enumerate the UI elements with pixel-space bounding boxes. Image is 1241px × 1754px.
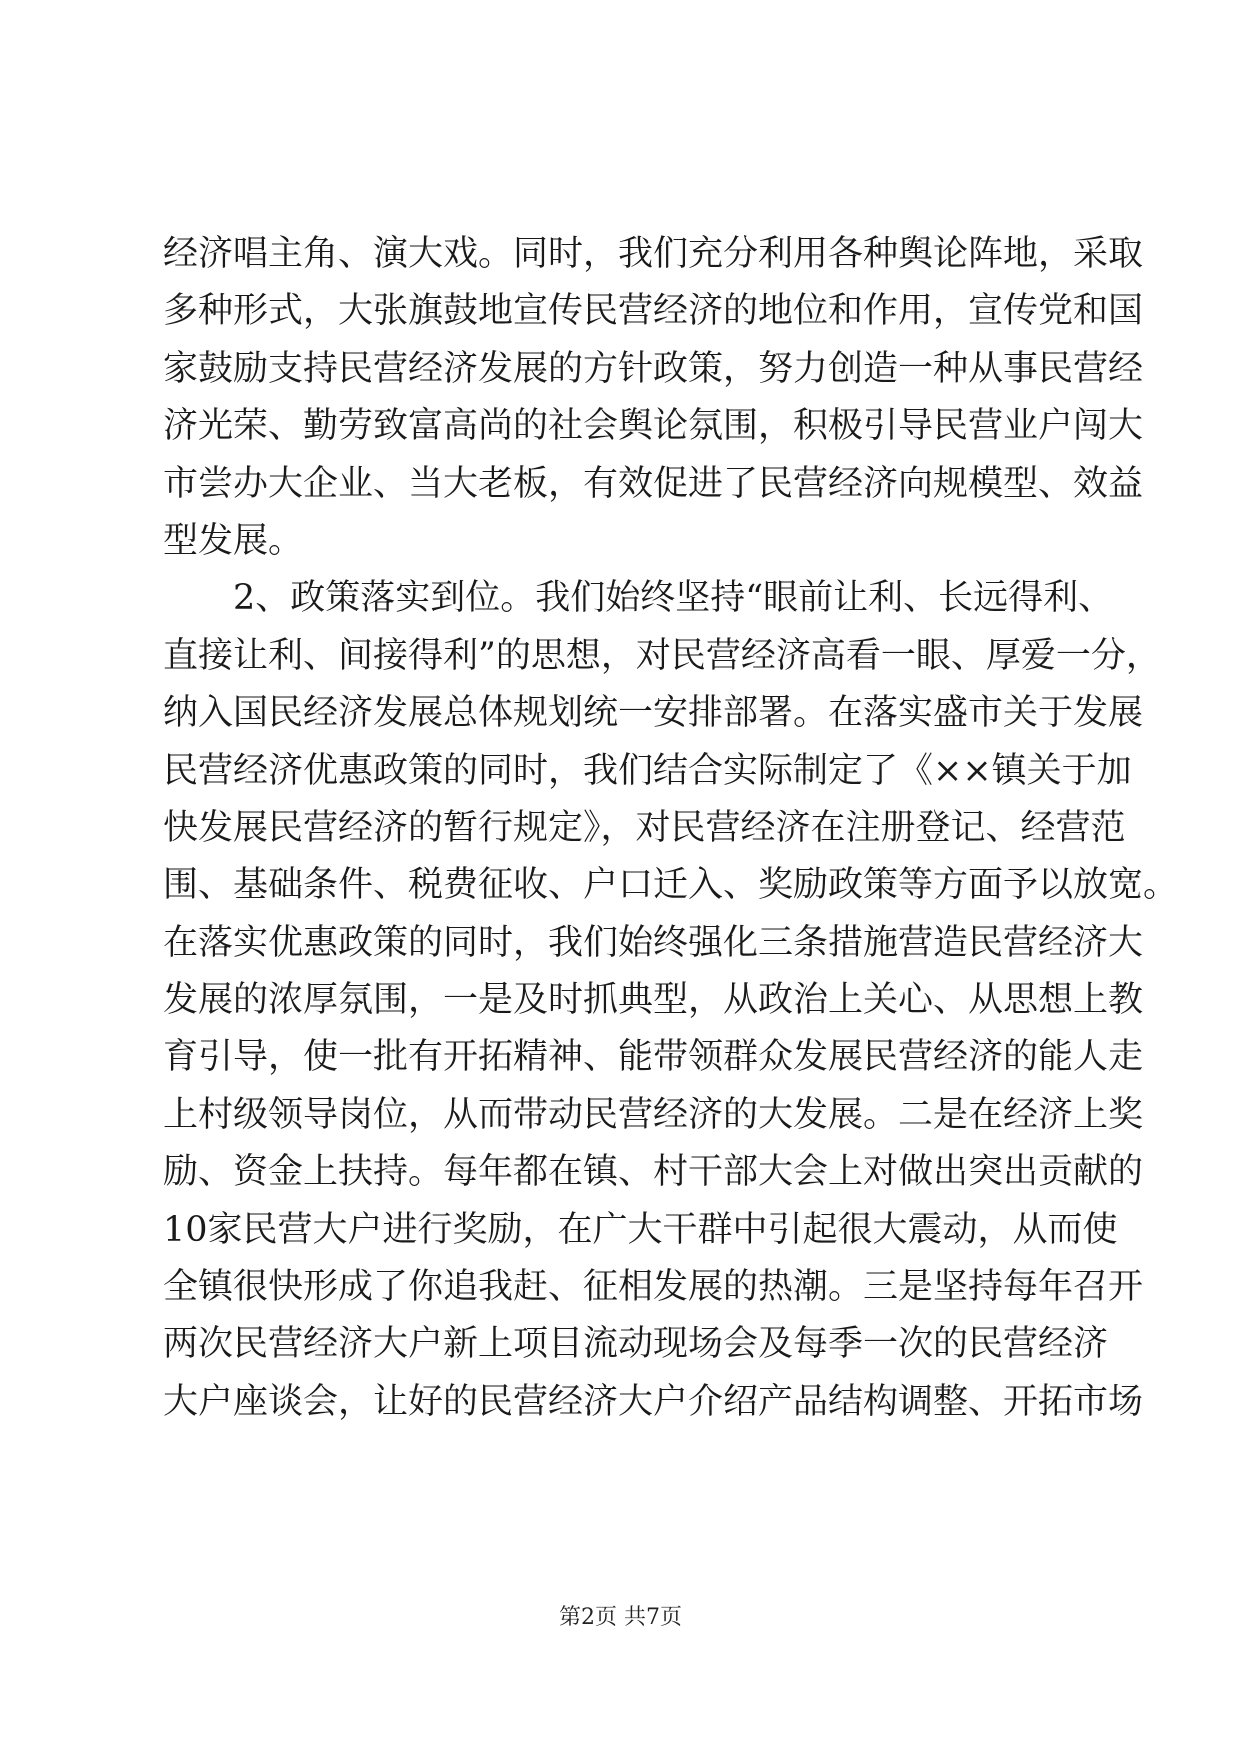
text-line: 直接让利、间接得利”的思想，对民营经济高看一眼、厚爱一分，: [163, 635, 1161, 676]
text-line: 型发展。: [163, 520, 304, 561]
text-line: 多种形式，大张旗鼓地宣传民营经济的地位和作用，宣传党和国: [163, 291, 1144, 332]
text-line: 市尝办大企业、当大老板，有效促进了民营经济向规模型、效益: [163, 463, 1144, 504]
text-line: 两次民营经济大户新上项目流动现场会及每季一次的民营经济: [163, 1324, 1109, 1365]
paragraph-publicity: [163, 226, 1144, 570]
text-line: 励、资金上扶持。每年都在镇、村干部大会上对做出突出贡献的: [163, 1152, 1144, 1193]
text-line: 全镇很快形成了你追我赶、征相发展的热潮。三是坚持每年召开: [163, 1267, 1144, 1308]
text-line: 大户座谈会，让好的民营经济大户介绍产品结构调整、开拓市场: [163, 1381, 1144, 1422]
paragraph-policy: [163, 570, 1179, 1431]
text-line: 纳入国民经济发展总体规划统一安排部署。在落实盛市关于发展: [163, 693, 1144, 734]
text-line: 发展的浓厚氛围，一是及时抓典型，从政治上关心、从思想上教: [163, 980, 1144, 1021]
text-line: 围、基础条件、税费征收、户口迁入、奖励政策等方面予以放宽。: [163, 865, 1179, 906]
text-line: 10家民营大户进行奖励，在广大干群中引起很大震动，从而使: [163, 1209, 1118, 1250]
text-line: 快发展民营经济的暂行规定》，对民营经济在注册登记、经营范: [163, 807, 1126, 848]
text-line: 上村级领导岗位，从而带动民营经济的大发展。二是在经济上奖: [163, 1094, 1144, 1135]
text-line: 济光荣、勤劳致富高尚的社会舆论氛围，积极引导民营业户闯大: [163, 406, 1144, 447]
text-line: 在落实优惠政策的同时，我们始终强化三条措施营造民营经济大: [163, 922, 1144, 963]
text-line: 家鼓励支持民营经济发展的方针政策，努力创造一种从事民营经: [163, 348, 1144, 389]
document-body: [163, 226, 1179, 1431]
text-line: 民营经济优惠政策的同时，我们结合实际制定了《××镇关于加: [163, 750, 1132, 791]
text-line: 2、政策落实到位。我们始终坚持“眼前让利、长远得利、: [233, 578, 1114, 619]
page-number-footer: 第2页 共7页: [559, 1605, 682, 1630]
text-line: 育引导，使一批有开拓精神、能带领群众发展民营经济的能人走: [163, 1037, 1144, 1078]
text-line: 经济唱主角、演大戏。同时，我们充分利用各种舆论阵地，采取: [163, 234, 1144, 274]
